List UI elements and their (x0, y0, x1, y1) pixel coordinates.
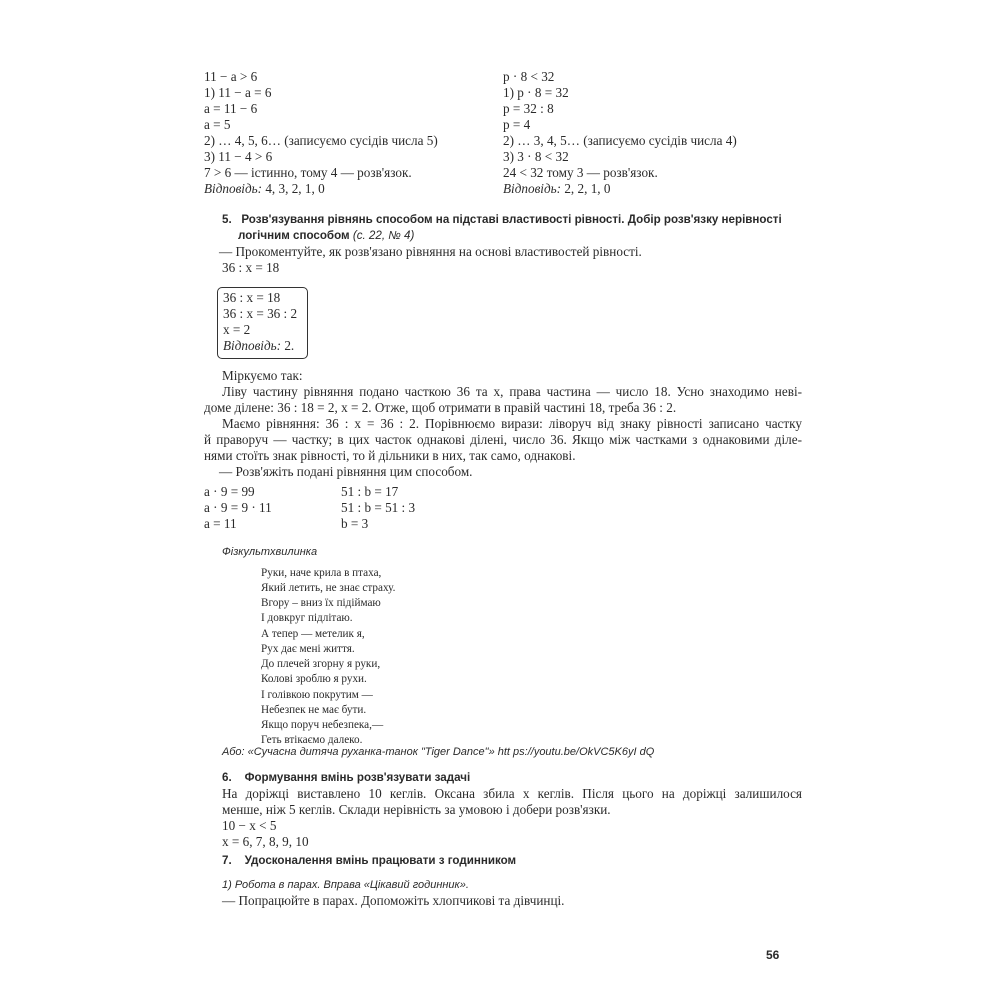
section-6-text-line-1: На доріжці виставлено 10 кеглів. Оксана збила x кеглів. Після цього на доріжці залишилося (222, 786, 802, 801)
left-line-7: 7 > 6 — істинно, тому 4 — розв'язок. (204, 165, 412, 180)
section-6-text-line-2: менше, ніж 5 кеглів. Склади нерівність за умовою і добери розв'язки. (222, 802, 611, 817)
section-number: 6. (222, 771, 232, 784)
textbook-ref: (с. 22, № 4) (352, 229, 415, 242)
right-line-1: p · 8 < 32 (503, 69, 555, 84)
section-7-task: — Попрацюйте в парах. Допоможіть хлопчикові та дівчинці. (222, 893, 565, 908)
section-6-heading (222, 770, 470, 786)
section-title: Розв'язування рівнянь способом на підставі властивості рівності. Добір розв'язку нерівності (241, 213, 782, 226)
section-number: 7. (222, 854, 232, 867)
paragraph-1-line-1: Ліву частину рівняння подано часткою 36 та x, права частина — число 18. Усно знаходимо неві- (222, 384, 802, 399)
eq-left-2: a · 9 = 9 · 11 (204, 500, 272, 515)
answer-text: 2, 2, 1, 0 (561, 181, 611, 196)
left-answer (204, 181, 325, 197)
section-5-heading-cont (238, 228, 414, 244)
right-answer (503, 181, 610, 197)
alternative-video-link: Або: «Сучасна дитяча руханка-танок "Tiger Dance"» htt ps://youtu.be/OkVC5K6yI dQ (222, 746, 655, 758)
section-5-heading (222, 212, 782, 228)
right-line-5: 2) … 3, 4, 5… (записуємо сусідів числа 4) (503, 133, 737, 148)
right-line-2: 1) p · 8 = 32 (503, 85, 569, 100)
poem-line: А тепер — метелик я, (261, 628, 365, 640)
poem-line: Якщо поруч небезпека,— (261, 719, 384, 731)
eq-left-3: a = 11 (204, 516, 237, 531)
right-line-4: p = 4 (503, 117, 531, 132)
left-line-4: a = 5 (204, 117, 231, 132)
eq-right-3: b = 3 (341, 516, 369, 531)
section-5-task: — Розв'яжіть подані рівняння цим способом. (219, 464, 473, 479)
poem-line: До плечей згорну я руки, (261, 658, 381, 670)
left-line-1: 11 − a > 6 (204, 69, 258, 84)
section-6-inequality: 10 − x < 5 (222, 818, 277, 833)
answer-label: Відповідь: (223, 338, 282, 353)
right-line-6: 3) 3 · 8 < 32 (503, 149, 569, 164)
section-title: Формування вмінь розв'язувати задачі (244, 771, 471, 784)
fizkult-title: Фізкультхвилинка (222, 546, 318, 558)
answer-label: Відповідь: (503, 181, 562, 196)
eq-right-2: 51 : b = 51 : 3 (341, 500, 416, 515)
box-line-3: x = 2 (223, 322, 251, 337)
box-line-2: 36 : x = 36 : 2 (223, 306, 298, 321)
page-number: 56 (766, 948, 780, 962)
section-number: 5. (222, 213, 232, 226)
poem-line: Небезпек не має бути. (261, 704, 367, 716)
box-answer (223, 338, 294, 354)
poem-line: І довкруг підлітаю. (261, 612, 353, 624)
section-title: Удосконалення вмінь працювати з годинником (244, 854, 517, 867)
paragraph-2-line-1: Маємо рівняння: 36 : x = 36 : 2. Порівнюємо вирази: ліворуч від знаку рівності записано частку (222, 416, 802, 431)
eq-right-1: 51 : b = 17 (341, 484, 399, 499)
eq-left-1: a · 9 = 99 (204, 484, 255, 499)
left-line-5: 2) … 4, 5, 6… (записуємо сусідів числа 5) (204, 133, 438, 148)
answer-text: 4, 3, 2, 1, 0 (262, 181, 325, 196)
reasoning-intro: Міркуємо так: (222, 368, 303, 383)
poem-line: І голівкою покрутим — (261, 689, 373, 701)
poem-line: Руки, наче крила в птаха, (261, 567, 382, 579)
poem-line: Який летить, не знає страху. (261, 582, 396, 594)
left-line-6: 3) 11 − 4 > 6 (204, 149, 273, 164)
answer-text: 2. (281, 338, 295, 353)
right-line-3: p = 32 : 8 (503, 101, 554, 116)
box-line-1: 36 : x = 18 (223, 290, 281, 305)
section-7-heading (222, 853, 516, 869)
section-5-prompt: — Прокоментуйте, як розв'язано рівняння на основі властивостей рівності. (219, 244, 642, 259)
poem-line: Колові зроблю я рухи. (261, 673, 367, 685)
poem-line: Геть втікаємо далеко. (261, 734, 363, 746)
section-title-cont: логічним способом (238, 229, 350, 242)
paragraph-2-line-2: й праворуч — частку; в цих часток однакові ділені, число 36. Якщо між частками з однаковими діле- (204, 432, 802, 447)
right-line-7: 24 < 32 тому 3 — розв'язок. (503, 165, 658, 180)
poem-line: Рух дає мені життя. (261, 643, 355, 655)
paragraph-2-line-3: нями стоїть знак рівності, то й дільники в них, так само, однакові. (204, 448, 576, 463)
section-7-subtask: 1) Робота в парах. Вправа «Цікавий годинник». (222, 879, 469, 891)
left-line-3: a = 11 − 6 (204, 101, 258, 116)
paragraph-1-line-2: доме ділене: 36 : 18 = 2, x = 2. Отже, щоб отримати в правій частині 18, треба 36 : 2. (204, 400, 677, 415)
section-6-solution: x = 6, 7, 8, 9, 10 (222, 834, 309, 849)
poem-line: Вгору – вниз їх підіймаю (261, 597, 381, 609)
section-5-equation: 36 : x = 18 (222, 260, 280, 275)
answer-label: Відповідь: (204, 181, 263, 196)
left-line-2: 1) 11 − a = 6 (204, 85, 272, 100)
